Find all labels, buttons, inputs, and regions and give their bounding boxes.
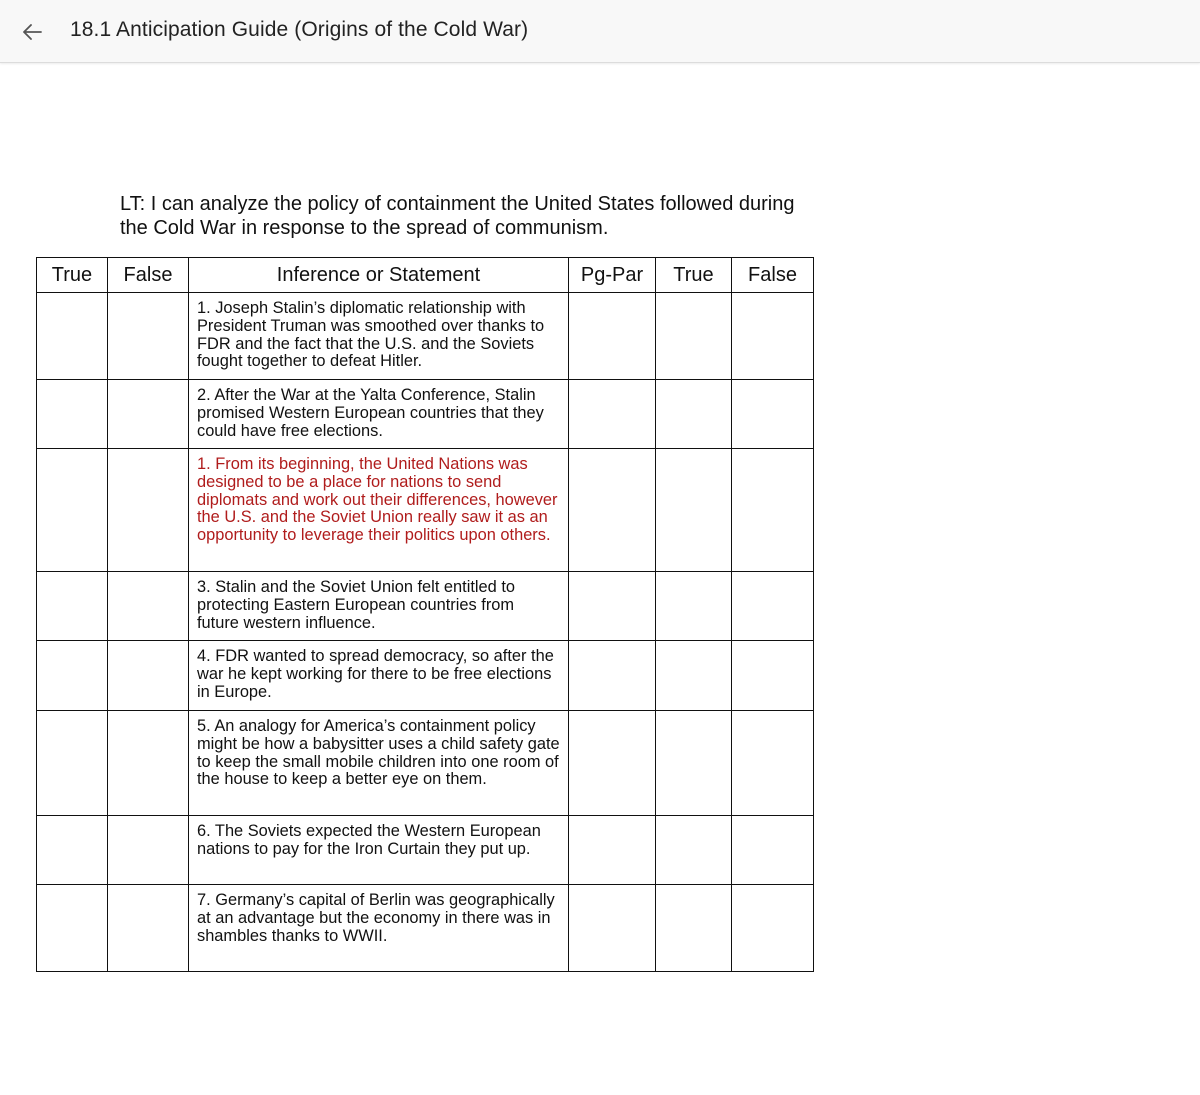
statement-cell: 5. An analogy for America’s containment policy might be how a babysitter uses a child safety gate to keep the small mobile children into one room of the house to keep a better eye on them. (189, 711, 569, 816)
after-false-cell[interactable] (732, 449, 814, 572)
pg-par-cell[interactable] (569, 885, 656, 972)
pg-par-cell[interactable] (569, 380, 656, 449)
statement-cell: 6. The Soviets expected the Western European nations to pay for the Iron Curtain they put up. (189, 816, 569, 885)
before-true-cell[interactable] (37, 885, 108, 972)
pg-par-cell[interactable] (569, 572, 656, 641)
header-after-true: True (656, 258, 732, 293)
pg-par-cell[interactable] (569, 449, 656, 572)
after-true-cell[interactable] (656, 816, 732, 885)
header-after-false: False (732, 258, 814, 293)
after-true-cell[interactable] (656, 293, 732, 380)
header-before-false: False (108, 258, 189, 293)
arrow-left-icon (22, 24, 42, 40)
before-true-cell[interactable] (37, 641, 108, 711)
top-bar (0, 0, 1200, 63)
before-true-cell[interactable] (37, 816, 108, 885)
after-true-cell[interactable] (656, 572, 732, 641)
table-header-row (37, 258, 814, 293)
document-title: 18.1 Anticipation Guide (Origins of the Cold War) (70, 18, 529, 41)
header-pg-par: Pg-Par (569, 258, 656, 293)
before-false-cell[interactable] (108, 816, 189, 885)
learning-target: LT: I can analyze the policy of containment the United States followed during the Cold War in response to the spread of communism. (120, 193, 795, 239)
pg-par-cell[interactable] (569, 711, 656, 816)
pg-par-cell[interactable] (569, 816, 656, 885)
statement-cell: 4. FDR wanted to spread democracy, so after the war he kept working for there to be free elections in Europe. (189, 641, 569, 711)
table-row (37, 572, 814, 641)
after-false-cell[interactable] (732, 885, 814, 972)
before-false-cell[interactable] (108, 293, 189, 380)
after-false-cell[interactable] (732, 711, 814, 816)
table-row (37, 711, 814, 816)
after-false-cell[interactable] (732, 641, 814, 711)
header-statement: Inference or Statement (189, 258, 569, 293)
before-true-cell[interactable] (37, 449, 108, 572)
before-true-cell[interactable] (37, 711, 108, 816)
before-false-cell[interactable] (108, 572, 189, 641)
table-row (37, 449, 814, 572)
table-row (37, 380, 814, 449)
statement-cell: 3. Stalin and the Soviet Union felt entitled to protecting Eastern European countries from future western influence. (189, 572, 569, 641)
after-true-cell[interactable] (656, 711, 732, 816)
before-false-cell[interactable] (108, 641, 189, 711)
after-true-cell[interactable] (656, 885, 732, 972)
after-false-cell[interactable] (732, 816, 814, 885)
pg-par-cell[interactable] (569, 641, 656, 711)
before-false-cell[interactable] (108, 711, 189, 816)
after-false-cell[interactable] (732, 572, 814, 641)
header-before-true: True (37, 258, 108, 293)
table-row (37, 641, 814, 711)
after-true-cell[interactable] (656, 641, 732, 711)
after-false-cell[interactable] (732, 293, 814, 380)
after-true-cell[interactable] (656, 380, 732, 449)
before-true-cell[interactable] (37, 293, 108, 380)
before-true-cell[interactable] (37, 380, 108, 449)
statement-cell: 1. Joseph Stalin’s diplomatic relationship with President Truman was smoothed over thanks to FDR and the fact that the U.S. and the Soviets fought together to defeat Hitler. (189, 293, 569, 380)
statement-cell: 7. Germany’s capital of Berlin was geographically at an advantage but the economy in there was in shambles thanks to WWII. (189, 885, 569, 972)
table-row (37, 816, 814, 885)
table-row (37, 293, 814, 380)
pg-par-cell[interactable] (569, 293, 656, 380)
after-false-cell[interactable] (732, 380, 814, 449)
statement-cell: 1. From its beginning, the United Nations was designed to be a place for nations to send diplomats and work out their differences, however the U.S. and the Soviet Union really saw it as an opportunity to leverage their politics upon others. (189, 449, 569, 572)
after-true-cell[interactable] (656, 449, 732, 572)
before-true-cell[interactable] (37, 572, 108, 641)
before-false-cell[interactable] (108, 449, 189, 572)
statement-cell: 2. After the War at the Yalta Conference, Stalin promised Western European countries that they could have free elections. (189, 380, 569, 449)
before-false-cell[interactable] (108, 885, 189, 972)
table-row (37, 885, 814, 972)
anticipation-guide-table (36, 257, 814, 972)
before-false-cell[interactable] (108, 380, 189, 449)
back-button[interactable] (16, 16, 48, 48)
